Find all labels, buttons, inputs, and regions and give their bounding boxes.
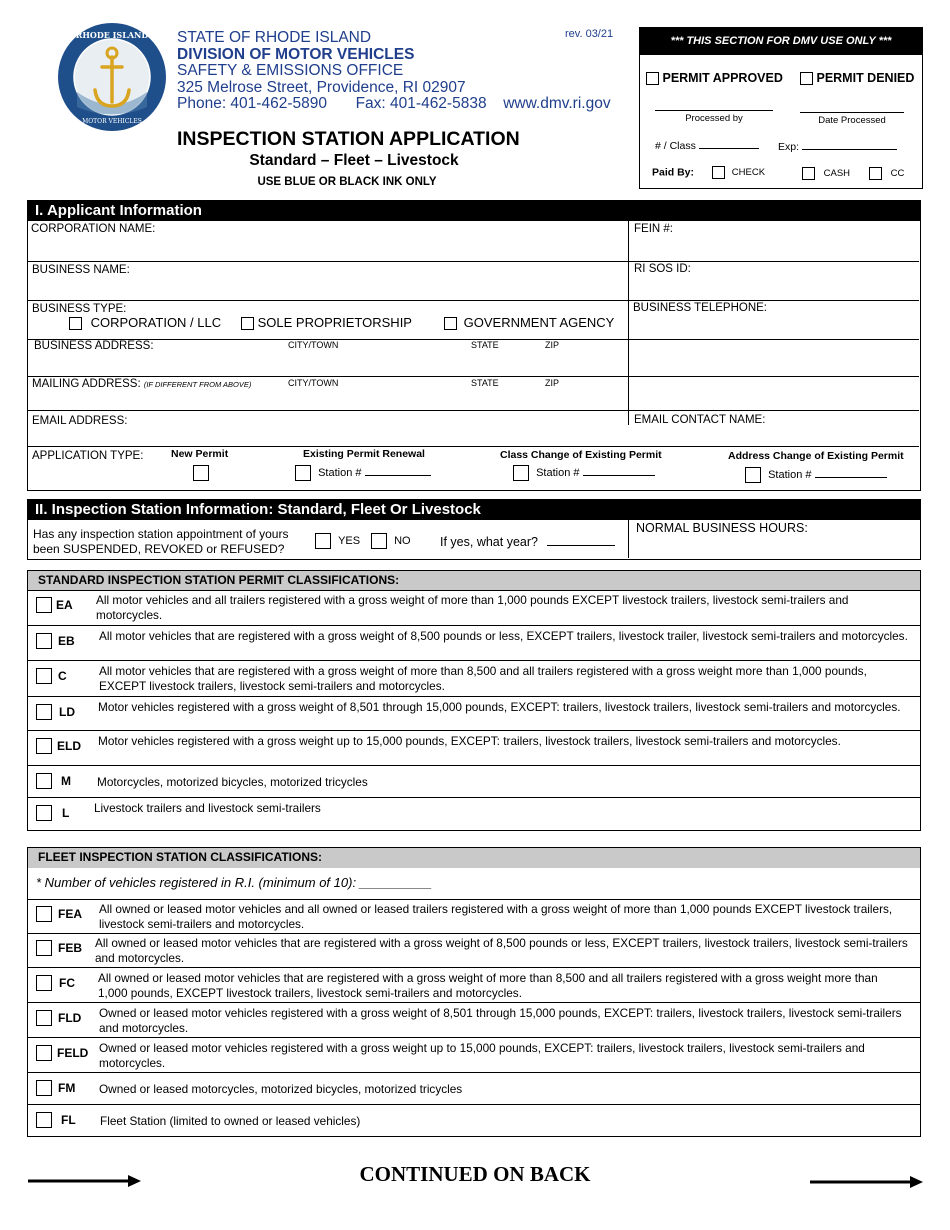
gov-agency-label: GOVERNMENT AGENCY [463,315,615,330]
fein-field[interactable] [634,237,914,259]
sole-prop-label: SOLE PROPRIETORSHIP [257,315,412,330]
class-change-checkbox[interactable] [513,465,529,481]
processed-by-label: Processed by [685,113,743,124]
renewal-label: Existing Permit Renewal [303,448,425,460]
business-telephone-label: BUSINESS TELEPHONE: [633,302,767,314]
fleet-row-fl [27,1105,921,1137]
date-processed-label: Date Processed [818,115,886,126]
exp-field[interactable] [802,149,897,150]
standard-l-checkbox[interactable] [36,805,52,821]
state-seal [57,22,167,132]
header-division: DIVISION OF MOTOR VEHICLES [177,45,415,63]
paid-check-checkbox[interactable] [712,166,725,179]
suspension-question-line1: Has any inspection station appointment of yours [33,527,289,541]
fleet-fc-checkbox[interactable] [36,975,52,991]
fleet-feb-code: FEB [58,941,82,955]
fleet-fl-description: Fleet Station (limited to owned or leased vehicles) [100,1114,361,1128]
business-hours-field[interactable] [634,536,914,556]
standard-ld-description: Motor vehicles registered with a gross weight of 8,501 through 15,000 pounds, EXCEPT: trailers, livestock trailers, livestock semi-trailers and motorcycles. [98,700,901,714]
standard-row-ld [27,697,921,731]
standard-eld-code: ELD [57,739,81,753]
standard-m-description: Motorcycles, motorized bicycles, motorized tricycles [97,775,368,789]
standard-classifications-header: STANDARD INSPECTION STATION PERMIT CLASSIFICATIONS: [27,570,921,591]
fleet-fea-description: All owned or leased motor vehicles and all owned or leased trailers registered with a gross weight of more than 1,000 pounds EXCEPT livestock trailers, livestock semi-trailers and motorcycles. [99,902,893,931]
fleet-row-fea [27,899,921,934]
standard-eld-checkbox[interactable] [36,738,52,754]
business-hours-label: NORMAL BUSINESS HOURS: [636,521,808,535]
corporation-name-field[interactable] [31,237,621,259]
standard-m-code: M [61,774,71,788]
header-contact-line [177,96,611,113]
renewal-station-label: Station # [318,466,362,479]
mailing-address-note: (IF DIFFERENT FROM ABOVE) [143,380,252,389]
business-state-label: STATE [471,340,499,350]
standard-ea-checkbox[interactable] [36,597,52,613]
business-address-field[interactable] [31,354,911,374]
standard-ea-code: EA [56,598,73,612]
paid-check-label: CHECK [731,167,766,179]
email-contact-label: EMAIL CONTACT NAME: [634,414,766,426]
fleet-vehicle-count-row [27,867,921,900]
standard-m-checkbox[interactable] [36,773,52,789]
mailing-state-label: STATE [471,378,499,388]
standard-row-eb [27,626,921,661]
suspension-no-checkbox[interactable] [371,533,387,549]
dmv-use-box [639,27,923,189]
fleet-fc-description: All owned or leased motor vehicles that are registered with a gross weight of more than 8,500 and all trailers registered with a gross weight more than 1,000 pounds, EXCEPT livestock trailers, livestock semi-trailers and motorcycles. [98,971,878,1000]
paid-by-label: Paid By: [652,166,695,179]
class-label: # / Class [655,140,696,152]
header-address: 325 Melrose Street, Providence, RI 02907 [177,78,466,96]
email-contact-field[interactable] [634,428,914,444]
fleet-fl-checkbox[interactable] [36,1112,52,1128]
class-field[interactable] [699,148,759,149]
renewal-station-field[interactable] [365,475,431,476]
mailing-address-text: MAILING ADDRESS: [32,378,141,390]
fleet-fea-code: FEA [58,907,82,921]
standard-row-ea [27,590,921,626]
ri-sos-id-field[interactable] [634,277,914,297]
standard-row-eld [27,731,921,766]
standard-l-description: Livestock trailers and livestock semi-trailers [94,801,321,815]
new-permit-label: New Permit [171,448,229,460]
fleet-fc-code: FC [59,976,75,990]
revision-date: rev. 03/21 [565,28,614,40]
fleet-vehicle-count-note[interactable]: * Number of vehicles registered in R.I. (minimum of 10): __________ [36,875,432,890]
standard-c-description: All motor vehicles that are registered with a gross weight of more than 8,500 and all trailers registered with a gross weight more than 1,000 pounds, EXCEPT livestock trailers, livestock semi-trailers and motorcycles. [99,664,867,693]
business-type-label: BUSINESS TYPE: [32,303,127,315]
standard-ld-code: LD [59,705,75,719]
mailing-address-field[interactable] [31,392,911,410]
fleet-row-feld [27,1038,921,1073]
address-change-label: Address Change of Existing Permit [728,450,904,462]
fleet-row-feb [27,933,921,968]
header-state: STATE OF RHODE ISLAND [177,29,372,46]
permit-denied-checkbox[interactable] [800,72,813,85]
email-address-field[interactable] [31,428,621,444]
suspension-yes-label: YES [338,534,361,547]
exp-label: Exp: [778,141,800,153]
corp-llc-checkbox[interactable] [69,317,82,330]
standard-row-m [27,766,921,798]
standard-c-checkbox[interactable] [36,668,52,684]
class-change-station-field[interactable] [583,475,655,476]
address-change-station-field[interactable] [815,477,887,478]
continued-on-back: CONTINUED ON BACK [359,1162,591,1186]
svg-text:MOTOR VEHICLES: MOTOR VEHICLES [82,118,142,125]
business-telephone-field[interactable] [633,316,913,336]
suspension-no-label: NO [394,534,411,547]
ink-note: USE BLUE OR BLACK INK ONLY [257,176,437,188]
paid-cash-label: CASH [823,168,851,180]
standard-row-l [27,798,921,831]
fleet-fld-code: FLD [58,1011,82,1025]
fleet-fm-code: FM [58,1081,76,1095]
fleet-row-fld [27,1003,921,1038]
fleet-row-fc [27,968,921,1003]
mailing-zip-label: ZIP [545,378,560,388]
application-type-label: APPLICATION TYPE: [32,450,144,462]
header-fax: Fax: 401-462-5838 [355,95,487,112]
section2-title: II. Inspection Station Information: Standard, Fleet Or Livestock [27,499,921,520]
fleet-row-fm [27,1073,921,1105]
standard-l-code: L [62,806,70,820]
fleet-fm-description: Owned or leased motorcycles, motorized bicycles, motorized tricycles [99,1082,463,1096]
left-arrow-icon [28,1174,142,1193]
class-change-label: Class Change of Existing Permit [500,449,662,461]
business-name-label: BUSINESS NAME: [32,264,130,276]
permit-approved-label: PERMIT APPROVED [662,71,783,85]
header-office: SAFETY & EMISSIONS OFFICE [177,62,404,79]
fleet-fl-code: FL [61,1113,76,1127]
paid-cc-checkbox[interactable] [869,167,882,180]
gov-agency-checkbox[interactable] [444,317,457,330]
address-change-checkbox[interactable] [745,467,761,483]
section1-title: I. Applicant Information [27,200,921,221]
svg-text:RHODE ISLAND: RHODE ISLAND [75,30,149,40]
permit-approved-checkbox[interactable] [646,72,659,85]
fleet-fea-checkbox[interactable] [36,906,52,922]
suspension-question-line2: been SUSPENDED, REVOKED or REFUSED? [33,541,285,556]
business-city-label: CITY/TOWN [288,340,339,350]
ri-sos-id-label: RI SOS ID: [634,263,691,275]
corporation-name-label: CORPORATION NAME: [31,223,156,235]
standard-eb-checkbox[interactable] [36,633,52,649]
standard-eb-description: All motor vehicles that are registered with a gross weight of 8,500 pounds or less, EXCEPT trailers, livestock trailer, livestock semi-trailers and motorcycles. [99,629,908,643]
standard-eld-description: Motor vehicles registered with a gross weight up to 15,000 pounds, EXCEPT: trailers, livestock trailers, livestock semi-trailers and motorcycles. [98,734,841,748]
permit-denied-label: PERMIT DENIED [816,71,915,85]
dmv-box-title: *** THIS SECTION FOR DMV USE ONLY *** [640,28,922,55]
fleet-fld-checkbox[interactable] [36,1010,52,1026]
if-yes-year-field[interactable] [547,545,615,546]
header-website[interactable]: www.dmv.ri.gov [503,95,611,112]
paid-cash-checkbox[interactable] [802,167,815,180]
standard-c-code: C [58,669,67,683]
class-change-station-label: Station # [536,466,580,479]
header-phone: Phone: 401-462-5890 [177,95,327,112]
form-subtitle: Standard – Fleet – Livestock [249,152,459,169]
address-change-station-label: Station # [768,468,812,481]
business-name-field[interactable] [31,278,621,298]
fein-label: FEIN #: [634,223,673,235]
fleet-feb-checkbox[interactable] [36,940,52,956]
sole-prop-checkbox[interactable] [241,317,254,330]
email-address-label: EMAIL ADDRESS: [32,415,128,427]
form-title: INSPECTION STATION APPLICATION [177,128,520,150]
renewal-checkbox[interactable] [295,465,311,481]
standard-ld-checkbox[interactable] [36,704,52,720]
new-permit-checkbox[interactable] [193,465,209,481]
if-yes-year-label: If yes, what year? [440,535,538,549]
business-zip-label: ZIP [545,340,560,350]
fleet-feld-checkbox[interactable] [36,1045,52,1061]
business-address-label: BUSINESS ADDRESS: [34,340,154,352]
fleet-fld-description: Owned or leased motor vehicles registered with a gross weight of 8,501 through 15,000 pounds, EXCEPT: trailers, livestock trailers, livestock semi-trailers and motorcycles. [99,1006,902,1035]
standard-ea-description: All motor vehicles and all trailers registered with a gross weight of more than 1,000 pounds EXCEPT livestock trailers, livestock semi-trailers and motorcycles. [96,593,849,622]
fleet-feb-description: All owned or leased motor vehicles that are registered with a gross weight of 8,500 pounds or less, EXCEPT trailers, livestock trailers, livestock semi-trailers and motorcycles. [95,936,908,965]
corp-llc-label: CORPORATION / LLC [90,315,222,330]
paid-cc-label: CC [890,168,905,180]
mailing-address-label [32,378,251,390]
standard-row-c [27,661,921,697]
standard-eb-code: EB [58,634,75,648]
fleet-classifications-header: FLEET INSPECTION STATION CLASSIFICATIONS: [27,847,921,868]
suspension-yes-checkbox[interactable] [315,533,331,549]
fleet-feld-description: Owned or leased motor vehicles registered with a gross weight up to 15,000 pounds, EXCEPT: trailers, livestock trailers, livestock semi-trailers and motorcycles. [99,1041,865,1070]
right-arrow-icon [810,1175,924,1194]
mailing-city-label: CITY/TOWN [288,378,339,388]
fleet-fm-checkbox[interactable] [36,1080,52,1096]
fleet-feld-code: FELD [57,1046,89,1060]
